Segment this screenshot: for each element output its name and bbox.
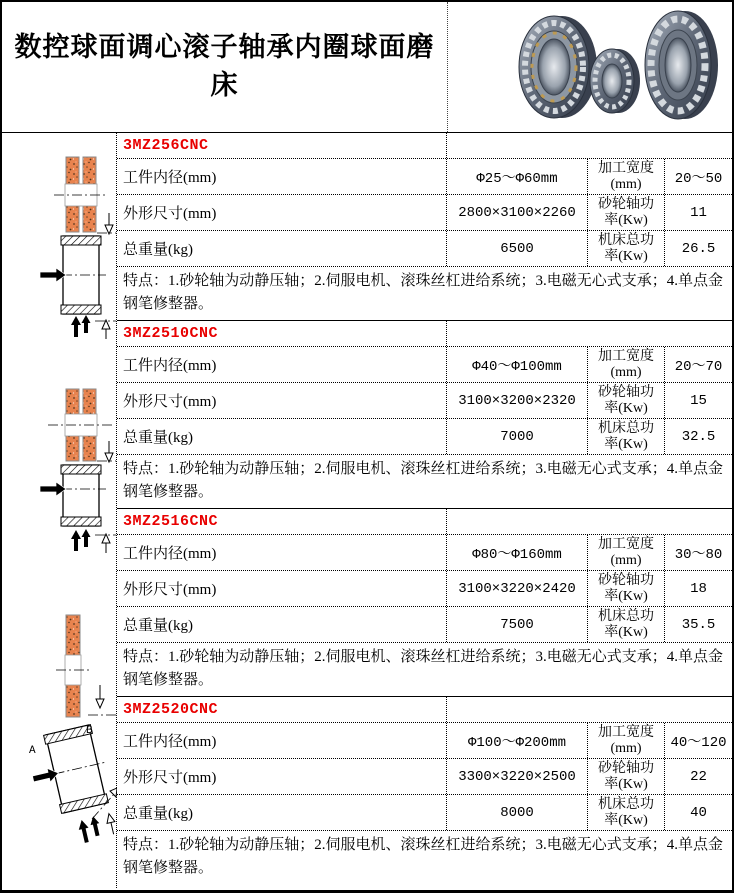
spec-value: Φ40～Φ100mm [447,347,588,382]
model-cell [117,321,447,346]
spec-row [117,723,732,759]
param-label-line2: 率(Kw) [604,812,648,828]
model-section-1 [117,133,732,320]
model-row [117,133,732,159]
param-label-line2: (mm) [610,740,642,756]
spec-label: 总重量(kg) [117,419,447,454]
page-title: 数控球面调心滚子轴承内圈球面磨床 [14,32,435,101]
param-label-line2: 率(Kw) [604,624,648,640]
image-cell [448,2,732,132]
param-value: 20～50 [674,170,723,187]
features-text: 特点：1.砂轮轴为动静压轴；2.伺服电机、滚珠丝杠进给系统；3.电磁无心式支承；4.单点金钢笔修整器。 [123,837,724,876]
spec-row [117,347,732,383]
param-label-line1: 砂轮轴功 [598,572,654,588]
param-label-line2: (mm) [610,364,642,380]
param-value: 11 [690,204,707,221]
param-label [588,159,665,194]
spec-value: 2800×3100×2260 [447,195,588,230]
bearings-image [450,6,730,128]
spec-label: 总重量(kg) [117,607,447,642]
sections-column [117,133,732,888]
model-number: 3MZ2510CNC [123,325,219,342]
spec-row [117,535,732,571]
param-label [588,195,665,230]
param-label-line2: 率(Kw) [604,248,648,264]
param-value: 26.5 [681,240,716,257]
param-value: 15 [690,392,707,409]
param-label [588,571,665,606]
spec-label: 总重量(kg) [117,231,447,266]
param-label-line1: 加工宽度 [598,348,654,364]
param-label-line1: 加工宽度 [598,536,654,552]
param-label-line1: 机床总功 [598,608,654,624]
param-value: 32.5 [681,428,716,445]
grinding-diagram-2 [2,385,117,557]
spec-value: Φ80～Φ160mm [447,535,588,570]
model-row [117,697,732,723]
spec-value: Φ25～Φ60mm [447,159,588,194]
param-label-line2: 率(Kw) [604,212,648,228]
model-row-spacer [447,321,732,346]
spec-row [117,383,732,419]
spec-label: 工件内径(mm) [117,159,447,194]
param-label [588,347,665,382]
param-label-line1: 机床总功 [598,420,654,436]
grinding-diagram-1 [2,151,117,343]
bearing-middle [590,49,640,113]
model-number: 3MZ2516CNC [123,513,219,530]
param-label [588,759,665,794]
bearing-right [645,11,718,119]
bearing-left [519,16,597,118]
param-value: 40 [690,804,707,821]
spec-label: 外形尺寸(mm) [117,759,447,794]
param-value: 40～120 [670,734,727,751]
param-label-line2: (mm) [610,176,642,192]
spec-row [117,759,732,795]
param-label-line1: 加工宽度 [598,160,654,176]
features-text: 特点：1.砂轮轴为动静压轴；2.伺服电机、滚珠丝杠进给系统；3.电磁无心式支承；4.单点金钢笔修整器。 [123,649,724,688]
header [2,2,732,133]
param-label-line2: 率(Kw) [604,776,648,792]
param-label-line1: 砂轮轴功 [598,196,654,212]
features-text: 特点：1.砂轮轴为动静压轴；2.伺服电机、滚珠丝杠进给系统；3.电磁无心式支承；4.单点金钢笔修整器。 [123,461,724,500]
spec-value: 7000 [447,419,588,454]
model-number: 3MZ2520CNC [123,701,219,718]
model-row-spacer [447,697,732,722]
diagram-label-b: B [86,725,93,737]
param-label-line1: 机床总功 [598,796,654,812]
model-cell [117,509,447,534]
diagram-label-a: A [29,745,36,757]
spec-row [117,607,732,643]
param-value: 18 [690,580,707,597]
diagram-column [2,133,117,888]
model-row-spacer [447,509,732,534]
param-label [588,419,665,454]
model-row [117,509,732,535]
param-value: 22 [690,768,707,785]
param-label-line2: (mm) [610,552,642,568]
spec-value: 3100×3220×2420 [447,571,588,606]
spec-label: 外形尺寸(mm) [117,383,447,418]
param-label-line1: 机床总功 [598,232,654,248]
spec-row [117,795,732,831]
model-row [117,321,732,347]
model-cell [117,697,447,722]
spec-label: 总重量(kg) [117,795,447,830]
spec-value: 8000 [447,795,588,830]
model-section-2 [117,320,732,508]
spec-row [117,195,732,231]
features-text: 特点：1.砂轮轴为动静压轴；2.伺服电机、滚珠丝杠进给系统；3.电磁无心式支承；4.单点金钢笔修整器。 [123,273,724,312]
param-label [588,231,665,266]
param-value: 20～70 [674,358,723,375]
spec-label: 工件内径(mm) [117,347,447,382]
spec-value: 3100×3200×2320 [447,383,588,418]
param-label-line2: 率(Kw) [604,400,648,416]
param-label [588,535,665,570]
param-label-line2: 率(Kw) [604,588,648,604]
model-section-3 [117,508,732,696]
spec-label: 外形尺寸(mm) [117,571,447,606]
spec-value: 7500 [447,607,588,642]
spec-value: 3300×3220×2500 [447,759,588,794]
spec-label: 工件内径(mm) [117,535,447,570]
param-label-line1: 加工宽度 [598,724,654,740]
model-section-4 [117,696,732,887]
param-label-line2: 率(Kw) [604,436,648,452]
param-label-line1: 砂轮轴功 [598,760,654,776]
spec-row [117,231,732,267]
model-cell [117,133,447,158]
grinding-diagram-3 [2,571,117,869]
spec-value: Φ100～Φ200mm [447,723,588,758]
title-cell [2,2,448,132]
model-row-spacer [447,133,732,158]
param-label-line1: 砂轮轴功 [598,384,654,400]
param-label [588,723,665,758]
model-number: 3MZ256CNC [123,137,209,154]
content [2,133,732,888]
spec-row [117,159,732,195]
spec-value: 6500 [447,231,588,266]
spec-row [117,571,732,607]
param-label [588,383,665,418]
param-label [588,607,665,642]
spec-label: 工件内径(mm) [117,723,447,758]
spec-row [117,419,732,455]
param-label [588,795,665,830]
param-value: 30～80 [674,546,723,563]
param-value: 35.5 [681,616,716,633]
spec-label: 外形尺寸(mm) [117,195,447,230]
